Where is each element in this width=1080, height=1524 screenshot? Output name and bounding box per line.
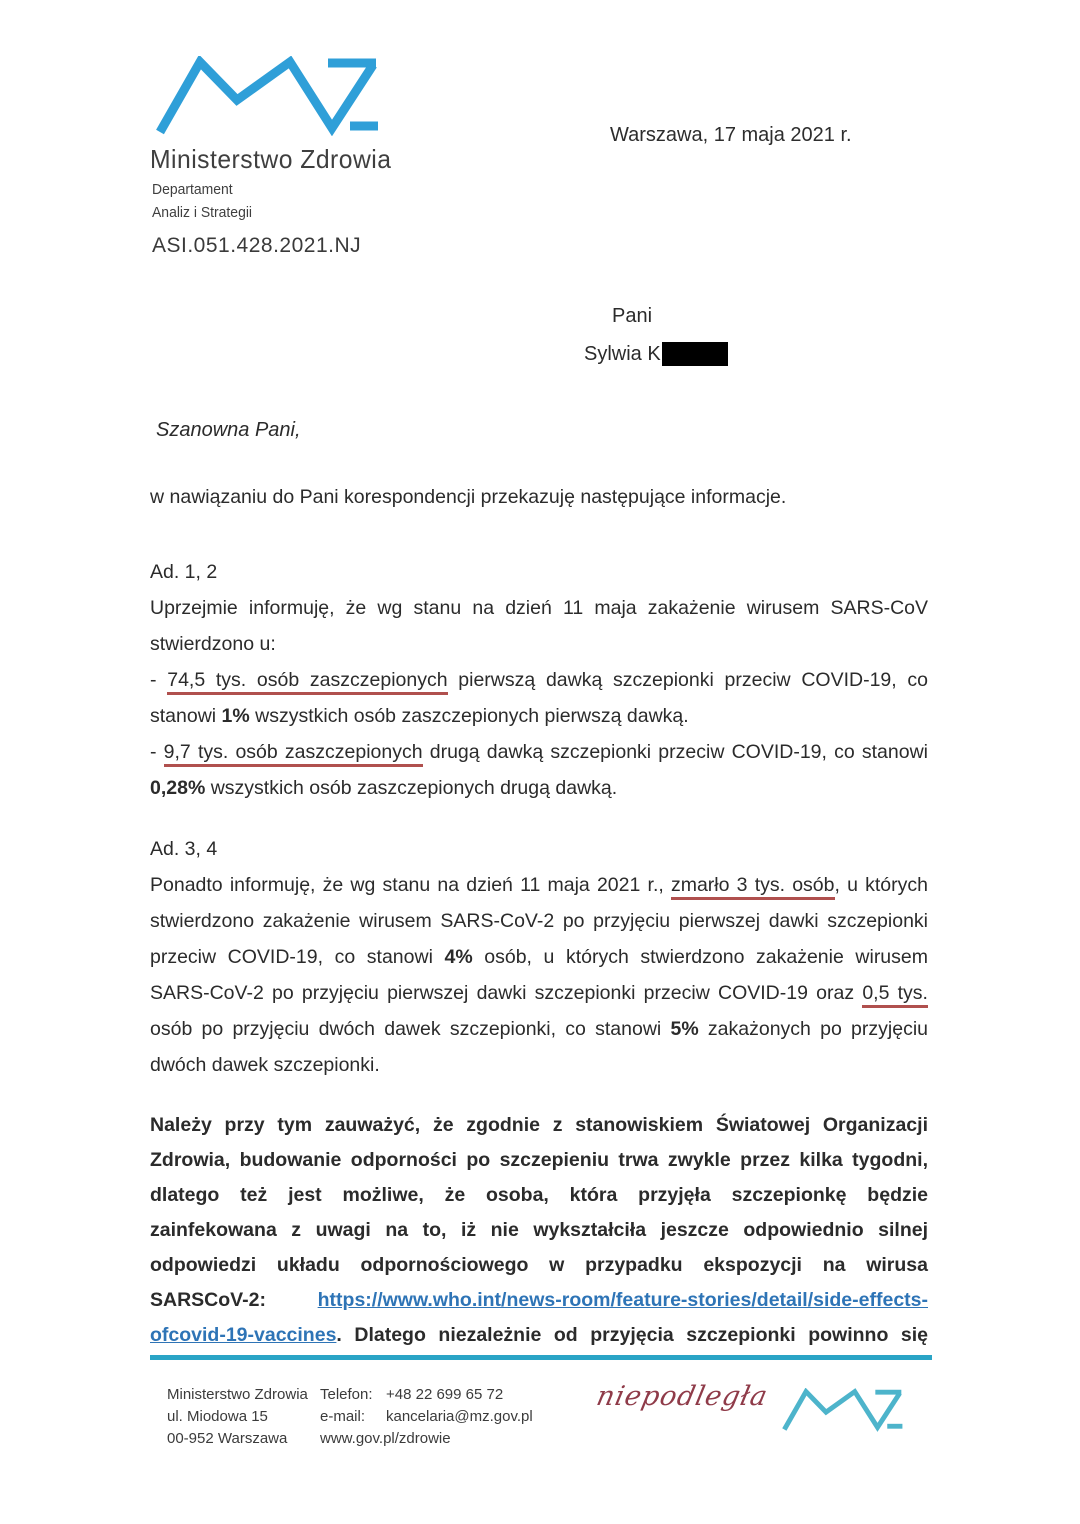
- department-lines: [152, 178, 252, 224]
- body-run: stwierdzono u:: [150, 633, 276, 655]
- body-line: [150, 831, 928, 867]
- body-line: [150, 939, 928, 975]
- body-run: drugą dawką szczepionki przeciw COVID-19, co stanowi: [422, 741, 928, 763]
- body-run: przeciw COVID-19, co stanowi: [150, 946, 445, 968]
- body-line: [150, 1248, 928, 1283]
- department-line-1: Departament: [152, 181, 233, 198]
- body-run: Ad. 3, 4: [150, 838, 218, 860]
- body-block-2: [150, 1108, 928, 1353]
- mz-logo-icon: [152, 56, 392, 141]
- body-line: [150, 1108, 928, 1143]
- red-underlined-text: zmarło 3 tys. osób: [671, 874, 835, 900]
- body-run: Zdrowia, budowanie odporności po szczepieniu trwa zwykle przez kilka tygodni,: [150, 1149, 928, 1171]
- body-line: [150, 903, 928, 939]
- footer-phone-row: [320, 1384, 533, 1406]
- body-line: [150, 698, 928, 734]
- footer-address-street: ul. Miodowa 15: [167, 1408, 268, 1425]
- web-value[interactable]: www.gov.pl/zdrowie: [320, 1430, 451, 1447]
- red-underlined-text: 74,5 tys. osób zaszczepionych: [167, 669, 447, 695]
- org-name: Ministerstwo Zdrowia: [150, 144, 392, 174]
- body-run: Uprzejmie informuję, że wg stanu na dzień 11 maja zakażenie wirusem SARS-CoV: [150, 597, 928, 619]
- footer-contact: [320, 1384, 533, 1450]
- body-line: [150, 590, 928, 626]
- footer-email-row: [320, 1406, 533, 1428]
- date-line: Warszawa, 17 maja 2021 r.: [610, 124, 852, 146]
- email-label: e-mail:: [320, 1408, 366, 1425]
- body-run: 5%: [670, 1018, 699, 1040]
- body-line: [150, 1318, 928, 1353]
- body-line: [150, 662, 928, 698]
- body-run: -: [150, 741, 164, 763]
- body-run: dlatego też jest możliwe, że osoba, która przyjęła szczepionkę będzie: [150, 1184, 928, 1206]
- body-line: [150, 1011, 928, 1047]
- body-run: Ad. 1, 2: [150, 561, 218, 583]
- body-line: [150, 626, 928, 662]
- body-line: [150, 554, 928, 590]
- body-run: osób po przyjęciu dwóch dawek szczepionki, co stanowi: [150, 1018, 671, 1040]
- body-line: [150, 734, 928, 770]
- recipient-title: Pani: [612, 305, 653, 327]
- redaction-box: [662, 342, 728, 366]
- body-run: SARS-CoV-2 po przyjęciu pierwszej dawki szczepionki przeciw COVID-19 oraz: [150, 982, 863, 1004]
- body-run: 4%: [444, 946, 473, 968]
- body-run: dwóch dawek szczepionki.: [150, 1054, 380, 1076]
- phone-label: Telefon:: [320, 1386, 373, 1403]
- body-line: [150, 1178, 928, 1213]
- body-run: 0,28%: [150, 777, 206, 799]
- who-link[interactable]: ofcovid-19-vaccines: [150, 1324, 337, 1346]
- body-run: -: [150, 669, 168, 691]
- body-run: stanowi: [150, 705, 222, 727]
- recipient-name: [584, 342, 728, 366]
- footer-address: [167, 1384, 308, 1450]
- niepodlegla-script: niepodległa: [593, 1381, 771, 1412]
- email-value[interactable]: kancelaria@mz.gov.pl: [386, 1408, 533, 1425]
- body-block-1: [150, 831, 928, 1083]
- phone-value: +48 22 699 65 72: [386, 1386, 504, 1403]
- body-run: wszystkich osób zaszczepionych drugą dawką.: [205, 777, 618, 799]
- body-run: pierwszą dawką szczepionki przeciw COVID-19, co: [447, 669, 928, 691]
- department-line-2: Analiz i Strategii: [152, 204, 253, 221]
- recipient-name-text: Sylwia K: [584, 343, 661, 365]
- mz-logo-footer-icon: [780, 1388, 910, 1437]
- body-run: Ponadto informuję, że wg stanu na dzień 11 maja 2021 r.,: [150, 874, 671, 896]
- reference-number: ASI.051.428.2021.NJ: [152, 234, 362, 257]
- logo-zigzag: [160, 62, 373, 132]
- body-block-0: [150, 554, 928, 806]
- body-run: wszystkich osób zaszczepionych pierwszą dawką.: [249, 705, 689, 727]
- body-line: [150, 1047, 928, 1083]
- body-run: . Dlatego niezależnie od przyjęcia szczepionki powinno się: [336, 1324, 928, 1346]
- footer-divider-rule: [150, 1355, 932, 1360]
- body-run: SARSCoV-2:: [150, 1289, 318, 1311]
- body-run: Należy przy tym zauważyć, że zgodnie z stanowiskiem Światowej Organizacji: [150, 1114, 928, 1136]
- body-line: [150, 1213, 928, 1248]
- intro-line: w nawiązaniu do Pani korespondencji przekazuję następujące informacje.: [150, 486, 787, 508]
- body-line: [150, 1283, 928, 1318]
- body-run: zakażonych po przyjęciu: [698, 1018, 928, 1040]
- body-run: , u których: [834, 874, 928, 896]
- body-line: [150, 867, 928, 903]
- body-line: [150, 770, 928, 806]
- footer-address-city: 00-952 Warszawa: [167, 1430, 288, 1447]
- salutation: Szanowna Pani,: [156, 419, 301, 441]
- footer-web-row: [320, 1428, 533, 1450]
- body-run: zainfekowana z uwagi na to, iż nie wykształciła jeszcze odpowiednio silnej: [150, 1219, 928, 1241]
- red-underlined-text: 0,5 tys.: [862, 982, 928, 1008]
- who-link[interactable]: https://www.who.int/news-room/feature-stories/detail/side-effects-: [317, 1289, 928, 1311]
- red-underlined-text: 9,7 tys. osób zaszczepionych: [164, 741, 423, 767]
- body-line: [150, 975, 928, 1011]
- body-run: 1%: [221, 705, 250, 727]
- footer-address-org: Ministerstwo Zdrowia: [167, 1386, 308, 1403]
- body-line: [150, 1143, 928, 1178]
- body-run: osób, u których stwierdzono zakażenie wirusem: [472, 946, 928, 968]
- body-run: odpowiedzi układu odpornościowego w przypadku ekspozycji na wirusa: [150, 1254, 928, 1276]
- body-run: stwierdzono zakażenie wirusem SARS-CoV-2 po przyjęciu pierwszej dawki szczepionki: [150, 910, 928, 932]
